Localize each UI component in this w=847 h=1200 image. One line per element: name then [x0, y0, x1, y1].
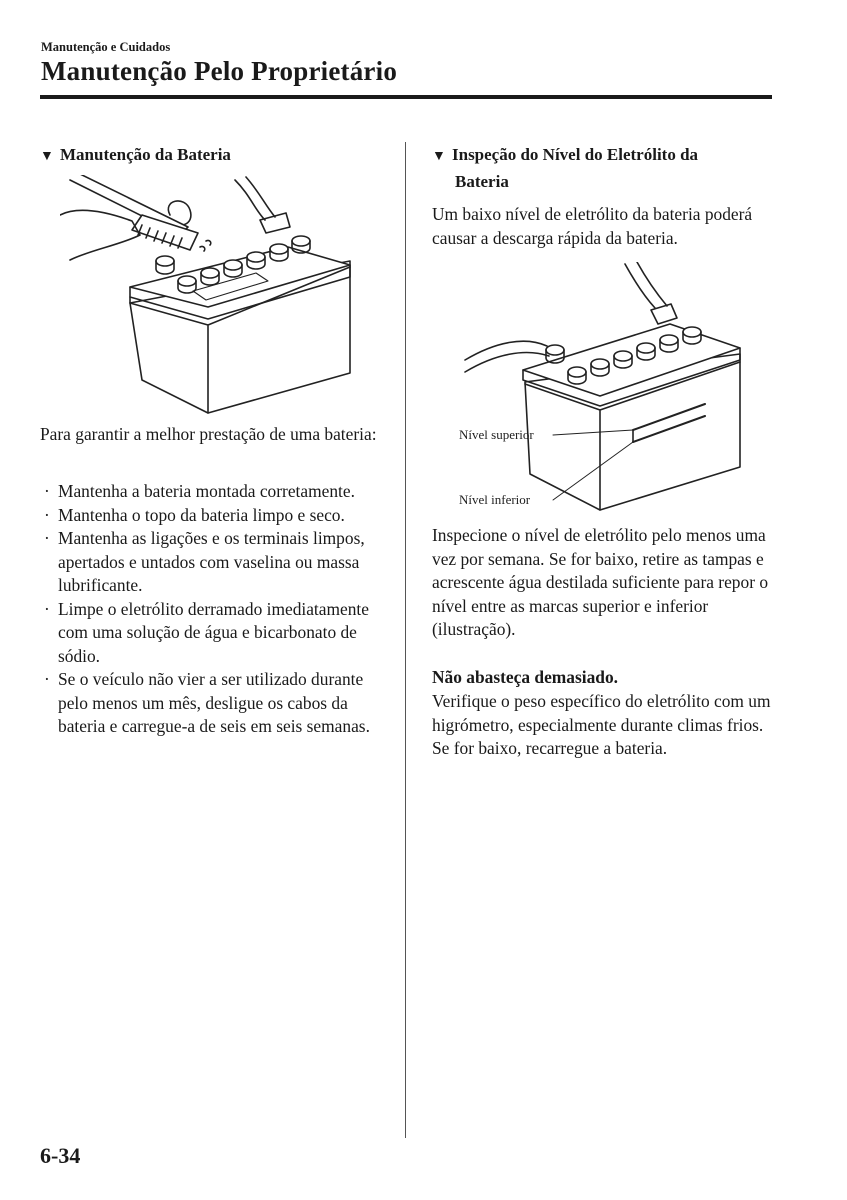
bullet-dot-icon: ·	[44, 504, 50, 525]
page-number: 6-34	[40, 1143, 81, 1168]
triangle-marker-icon: ▼	[40, 149, 54, 164]
bullet-dot-icon: ·	[44, 528, 50, 548]
bullet-dot-icon: ·	[44, 598, 50, 619]
list-item-text: Limpe o eletrólito derramado imediatamente com uma solução de água e bicarbonato de sódio.	[58, 598, 369, 666]
right-body-paragraph: Inspecione o nível de eletrólito pelo menos uma vez por semana. Se for baixo, retire as tampas e acrescente água destilada suficiente para repor o nível entre as marcas superior e inferior (ilustração).	[432, 525, 769, 639]
breadcrumb: Manutenção e Cuidados	[41, 40, 171, 54]
section-heading-battery-maintenance	[40, 142, 400, 169]
title-rule	[40, 95, 772, 99]
upper-level-label: Nível superior	[459, 427, 534, 442]
section-heading-text-continued: Bateria	[455, 172, 509, 191]
section-heading-text: Inspeção do Nível do Eletrólito da	[452, 145, 699, 164]
bullet-dot-icon: ·	[44, 669, 50, 689]
list-item-text: Se o veículo não vier a ser utilizado durante pelo menos um mês, desligue os cabos da bateria e carregue-a de seis em seis semanas.	[58, 669, 370, 736]
left-intro-paragraph: Para garantir a melhor prestação de uma bateria:	[40, 424, 377, 444]
list-item	[44, 598, 394, 669]
battery-cleaning-illustration	[60, 175, 360, 420]
bullet-dot-icon: ·	[44, 481, 50, 501]
warning-paragraph: Verifique o peso específico do eletrólito com um higrómetro, especialmente durante climas frios. Se for baixo, recarregue a bateria.	[432, 691, 771, 758]
section-heading-text: Manutenção da Bateria	[60, 145, 231, 164]
section-heading-electrolyte-level	[432, 142, 792, 194]
warning-title: Não abasteça demasiado.	[432, 667, 618, 687]
battery-care-list	[44, 480, 394, 739]
list-item	[44, 527, 394, 598]
list-item-text: Mantenha as ligações e os terminais limpos, apertados e untados com vaselina ou massa lubrificante.	[58, 528, 365, 595]
list-item	[44, 504, 394, 528]
list-item-text: Mantenha a bateria montada corretamente.	[58, 481, 355, 501]
list-item-text: Mantenha o topo da bateria limpo e seco.	[58, 504, 345, 525]
electrolyte-level-illustration	[455, 262, 755, 520]
list-item	[44, 668, 394, 739]
page-title: Manutenção Pelo Proprietário	[41, 56, 398, 86]
lower-level-label: Nível inferior	[459, 492, 531, 507]
right-intro-paragraph: Um baixo nível de eletrólito da bateria poderá causar a descarga rápida da bateria.	[432, 204, 753, 248]
triangle-marker-icon: ▼	[432, 149, 446, 164]
list-item	[44, 480, 394, 504]
column-divider	[405, 142, 406, 1138]
